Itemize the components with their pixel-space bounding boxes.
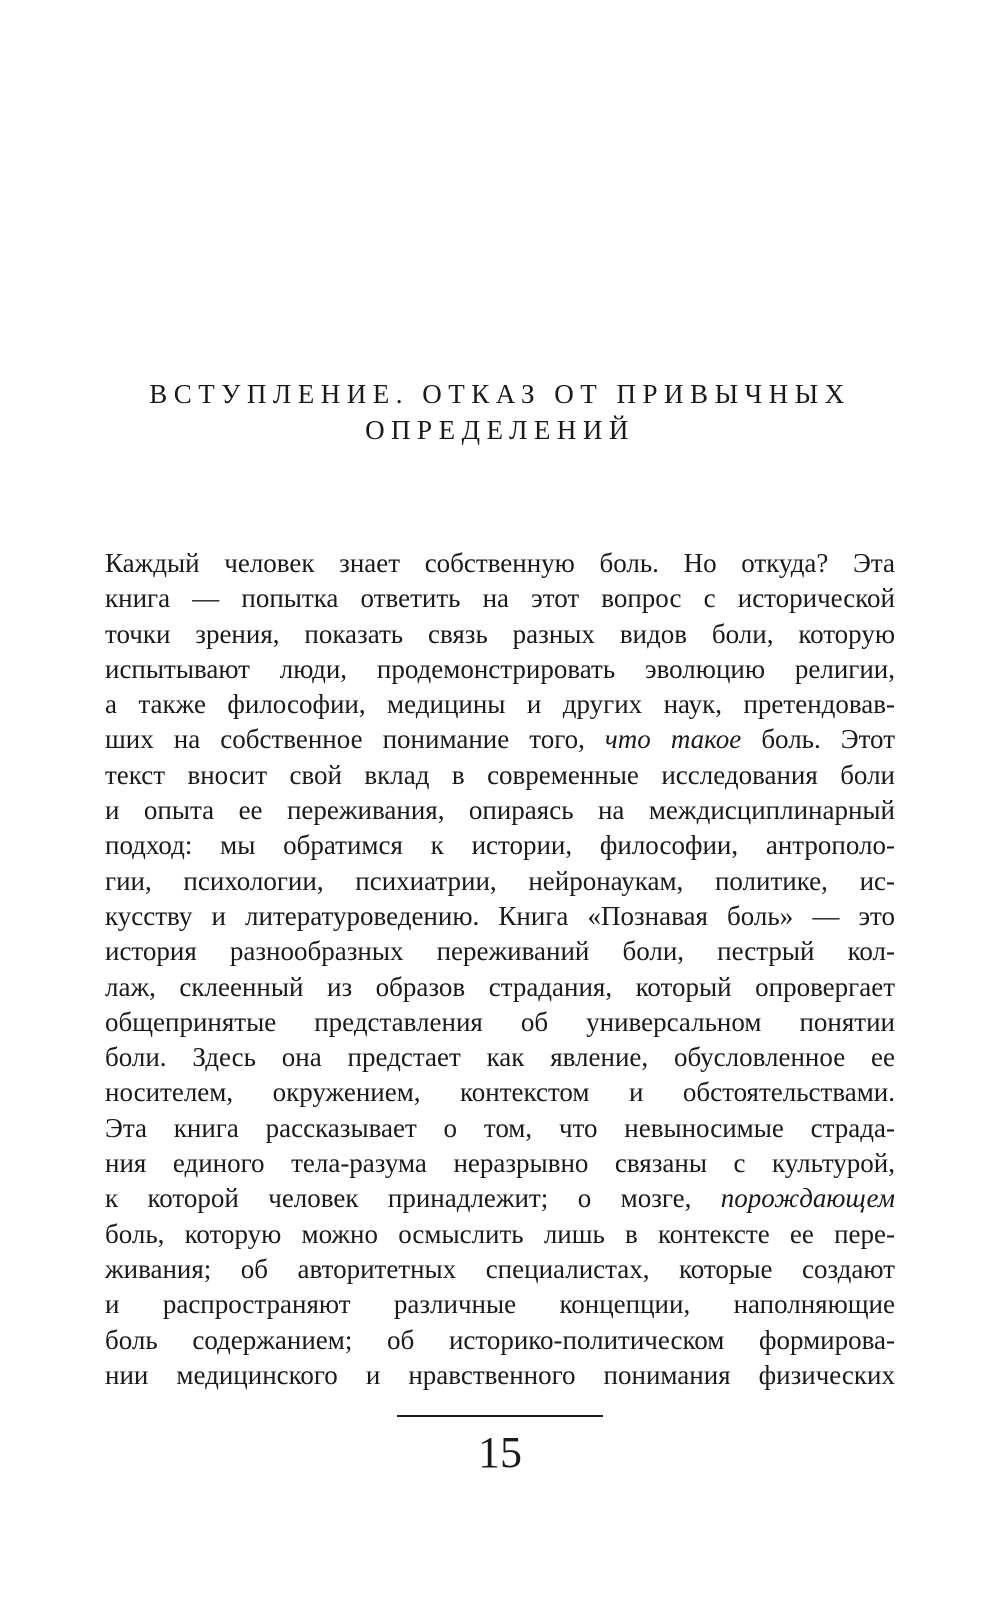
text-run: боль, которую можно осмыслить лишь в контексте ее пере- bbox=[105, 1218, 895, 1249]
body-text bbox=[105, 546, 895, 1393]
text-run: Эта книга рассказывает о том, что невыносимые страда- bbox=[105, 1112, 895, 1143]
text-line bbox=[105, 1075, 895, 1110]
text-run: боль. Этот bbox=[741, 724, 895, 755]
text-run: Каждый человек знает собственную боль. Но откуда? Эта bbox=[105, 548, 895, 578]
text-line bbox=[105, 970, 895, 1005]
text-run: история разнообразных переживаний боли, пестрый кол- bbox=[105, 936, 895, 967]
text-line bbox=[105, 1252, 895, 1287]
text-line bbox=[105, 546, 895, 581]
text-line bbox=[105, 617, 895, 652]
text-line bbox=[105, 1111, 895, 1146]
text-run: точки зрения, показать связь разных видов боли, которую bbox=[105, 618, 895, 649]
text-run: боль содержанием; об историко-политическом формирова- bbox=[105, 1324, 895, 1355]
text-run: испытывают люди, продемонстрировать эволюцию религии, bbox=[105, 653, 895, 684]
text-run: и опыта ее переживания, опираясь на междисциплинарный bbox=[105, 795, 895, 826]
text-line bbox=[105, 1146, 895, 1181]
text-line bbox=[105, 722, 895, 757]
chapter-title-line-1: ВСТУПЛЕНИЕ. ОТКАЗ ОТ ПРИВЫЧНЫХ bbox=[149, 379, 851, 410]
text-run: кусству и литературоведению. Книга «Познавая боль» — это bbox=[105, 900, 895, 931]
text-line bbox=[105, 899, 895, 934]
text-line bbox=[105, 1181, 895, 1216]
text-run: ших на собственное понимание того, bbox=[105, 724, 605, 755]
text-run: и распространяют различные концепции, наполняющие bbox=[105, 1289, 895, 1320]
text-run: гии, психологии, психиатрии, нейронаукам, политике, ис- bbox=[105, 865, 895, 896]
text-run: а также философии, медицины и других наук, претендовав- bbox=[105, 689, 895, 720]
text-run: ния единого тела-разума неразрывно связаны с культурой, bbox=[105, 1148, 895, 1179]
text-line bbox=[105, 581, 895, 616]
text-line bbox=[105, 1358, 895, 1393]
text-line bbox=[105, 687, 895, 722]
italic-phrase: порождающем bbox=[720, 1183, 895, 1214]
text-run: подход: мы обратимся к истории, философии, антрополо- bbox=[105, 830, 895, 861]
chapter-title bbox=[0, 376, 1000, 448]
text-line bbox=[105, 793, 895, 828]
footer-rule bbox=[397, 1415, 603, 1417]
text-line bbox=[105, 934, 895, 969]
text-run: носителем, окружением, контекстом и обстоятельствами. bbox=[105, 1077, 895, 1108]
text-run: живания; об авторитетных специалистах, которые создают bbox=[105, 1253, 895, 1284]
text-run: текст вносит свой вклад в современные исследования боли bbox=[105, 759, 895, 790]
text-run: к которой человек принадлежит; о мозге, bbox=[105, 1183, 721, 1214]
text-line bbox=[105, 828, 895, 863]
text-line bbox=[105, 1287, 895, 1322]
text-line bbox=[105, 1040, 895, 1075]
text-line bbox=[105, 758, 895, 793]
text-run: лаж, склеенный из образов страдания, который опровергает bbox=[105, 971, 895, 1002]
text-run: общепринятые представления об универсальном понятии bbox=[105, 1006, 895, 1037]
text-run: книга — попытка ответить на этот вопрос с исторической bbox=[105, 583, 895, 614]
chapter-title-line-2: ОПРЕДЕЛЕНИЙ bbox=[365, 415, 635, 446]
text-run: нии медицинского и нравственного понимания физических bbox=[105, 1359, 895, 1390]
text-line bbox=[105, 652, 895, 687]
text-line bbox=[105, 1005, 895, 1040]
text-run: боли. Здесь она предстает как явление, обусловленное ее bbox=[105, 1042, 895, 1073]
text-line bbox=[105, 1217, 895, 1252]
italic-phrase: что такое bbox=[604, 724, 742, 755]
text-line bbox=[105, 864, 895, 899]
text-line bbox=[105, 1323, 895, 1358]
page-number: 15 bbox=[478, 1428, 522, 1477]
